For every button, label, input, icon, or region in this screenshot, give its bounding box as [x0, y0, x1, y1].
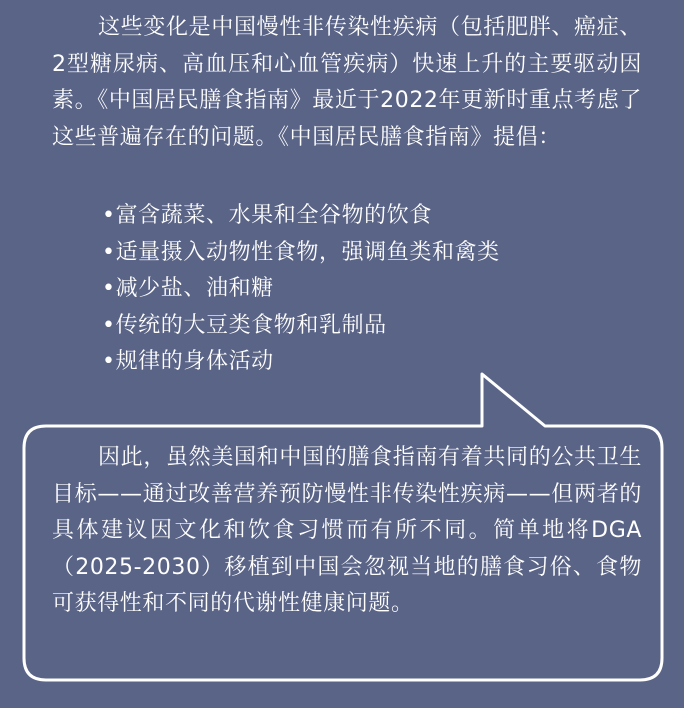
recommendation-list — [102, 198, 500, 381]
intro-paragraph: 这些变化是中国慢性非传染性疾病（包括肥胖、癌症、2型糖尿病、高血压和心血管疾病）快速上升的主要驱动因素。《中国居民膳食指南》最近于2022年更新时重点考虑了这些普遍存在的问题。《中国居民膳食指南》提倡： — [52, 15, 642, 150]
list-item: •规律的身体活动 — [102, 349, 274, 375]
list-item: •传统的大豆类食物和乳制品 — [102, 312, 387, 338]
list-item: •富含蔬菜、水果和全谷物的饮食 — [102, 203, 432, 228]
list-item: •减少盐、油和糖 — [102, 276, 274, 302]
list-item: •适量摄入动物性食物，强调鱼类和禽类 — [102, 239, 500, 265]
conclusion-paragraph: 因此，虽然美国和中国的膳食指南有着共同的公共卫生目标——通过改善营养预防慢性非传染性疾病——但两者的具体建议因文化和饮食习惯而有所不同。简单地将DGA（2025-2030）移植到中国会忽视当地的膳食习俗、食物可获得性和不同的代谢性健康问题。 — [52, 445, 642, 616]
